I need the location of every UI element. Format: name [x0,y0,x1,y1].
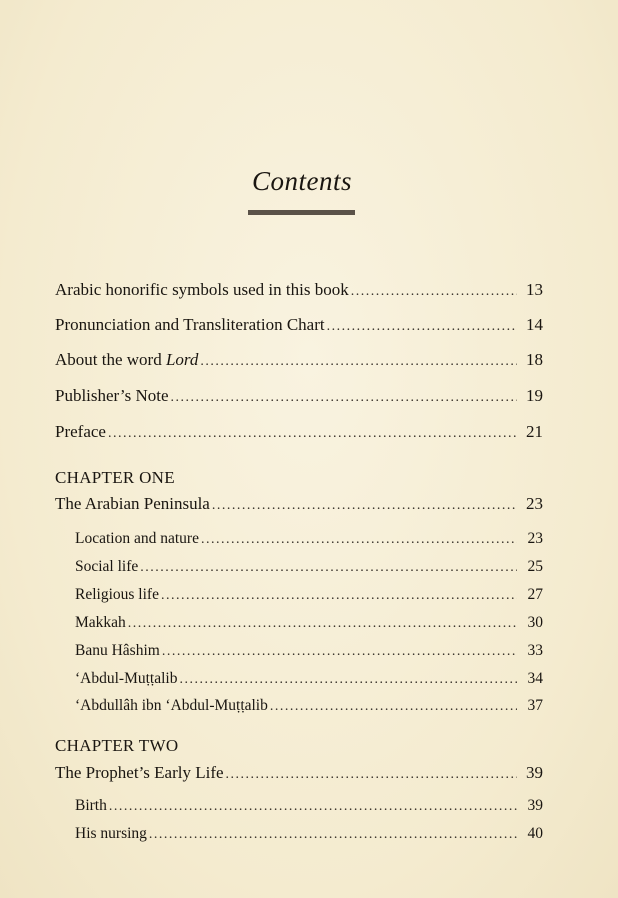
dot-leader [140,560,517,576]
dot-leader [201,532,517,548]
toc-entry-honorific-symbols [55,280,543,300]
toc-page-number: 14 [526,315,543,334]
toc-entry-prophets-early-life [55,763,543,783]
dot-leader [351,284,517,300]
toc-subentry-social-life [75,558,543,576]
toc-subentry-religious-life [75,586,543,604]
toc-page-number: 21 [526,422,543,441]
toc-page-number: 30 [527,614,543,631]
toc-entry-label: ‘Abdullâh ibn ‘Abdul-Muṭṭalib [75,697,268,714]
toc-entry-label: Birth [75,797,107,814]
toc-page-number: 25 [527,558,543,575]
dot-leader [200,354,517,370]
dot-leader [327,319,517,335]
toc-entry-label: Makkah [75,614,126,631]
chapter-two-heading: CHAPTER TWO [55,736,179,755]
toc-subentry-abdul-muttalib [75,670,543,688]
dot-leader [162,644,517,660]
toc-entry-label [55,350,198,370]
toc-entry-label-prefix: About the word [55,350,166,369]
toc-entry-preface [55,422,543,442]
title-underline [248,210,355,215]
page-title: Contents [251,166,352,196]
toc-subentry-makkah [75,614,543,632]
toc-page-number: 37 [527,697,543,714]
toc-entry-label: The Arabian Peninsula [55,494,210,513]
toc-entry-label: Publisher’s Note [55,386,169,405]
dot-leader [108,426,517,442]
dot-leader [179,672,517,688]
toc-entry-arabian-peninsula [55,494,543,514]
toc-subentry-location-nature [75,530,543,548]
toc-entry-label: His nursing [75,825,147,842]
toc-page-number: 19 [526,386,543,405]
toc-subentry-birth [75,797,543,815]
toc-page-number: 23 [527,530,543,547]
toc-page-number: 27 [527,586,543,603]
dot-leader [109,799,517,815]
toc-page-number: 13 [526,280,543,299]
dot-leader [128,616,517,632]
chapter-one-heading: CHAPTER ONE [55,468,175,487]
toc-page-number: 39 [527,797,543,814]
dot-leader [270,699,517,715]
dot-leader [161,588,517,604]
dot-leader [171,390,518,406]
toc-subentry-abdullah [75,697,543,715]
toc-entry-label: Banu Hâshim [75,642,160,659]
toc-entry-label: Pronunciation and Transliteration Chart [55,315,325,334]
toc-entry-label: Social life [75,558,139,575]
toc-entry-label: Location and nature [75,530,199,547]
toc-entry-label: The Prophet’s Early Life [55,763,224,782]
dot-leader [149,827,517,843]
dot-leader [212,498,517,514]
toc-page-number: 40 [527,825,543,842]
toc-page-number: 23 [526,494,543,513]
toc-page-number: 18 [526,350,543,369]
toc-entry-label: Religious life [75,586,159,603]
toc-page-number: 33 [527,642,543,659]
toc-entry-label: ‘Abdul-Muṭṭalib [75,670,178,687]
toc-entry-word-lord [55,350,543,370]
toc-subentry-his-nursing [75,825,543,843]
toc-subentry-banu-hashim [75,642,543,660]
toc-entry-label: Preface [55,422,106,441]
toc-entry-publishers-note [55,386,543,406]
toc-page-number: 34 [527,670,543,687]
dot-leader [226,767,517,783]
toc-entry-transliteration-chart [55,315,543,335]
toc-entry-label-italic: Lord [165,350,199,369]
toc-page-number: 39 [526,763,543,782]
toc-entry-label: Arabic honorific symbols used in this book [55,280,349,299]
